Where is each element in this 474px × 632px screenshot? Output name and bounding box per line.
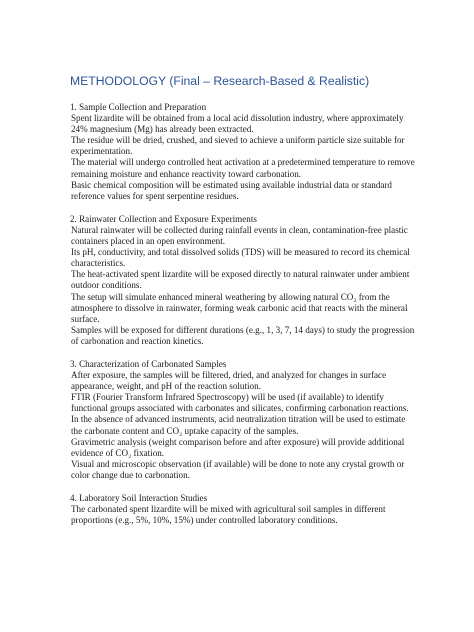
document-title: METHODOLOGY (Final – Research-Based & Realistic) [70, 74, 370, 88]
section-heading: 4. Laboratory Soil Interaction Studies [70, 493, 208, 503]
paragraph: Gravimetric analysis (weight comparison before and after exposure) will provide additional evidence of CO₂ fixation. [71, 436, 405, 458]
paragraph: The heat-activated spent lizardite will be exposed directly to natural rainwater under ambient outdoor conditions. [71, 269, 410, 291]
paragraph: FTIR (Fourier Transform Infrared Spectroscopy) will be used (if available) to identify functional groups associated with carbonates and silicates, confirming carbonation reactions. [71, 392, 409, 414]
paragraph: Basic chemical composition will be estimated using available industrial data or standard reference values for spent serpentine residues. [71, 179, 392, 201]
section-heading: 1. Sample Collection and Preparation [70, 102, 207, 112]
paragraph: Spent lizardite will be obtained from a local acid dissolution industry, where approximately 24% magnesium (Mg) has already been extracted. [71, 113, 404, 135]
section-rainwater-exposure [70, 214, 416, 347]
paragraph: Natural rainwater will be collected during rainfall events in clean, contamination-free plastic containers placed in an open environment. [71, 224, 408, 247]
paragraph: After exposure, the samples will be filtered, dried, and analyzed for changes in surface appearance, weight, and pH of the reaction solution. [71, 370, 387, 392]
section-soil-interaction [70, 493, 416, 526]
paragraph: The carbonated spent lizardite will be mixed with agricultural soil samples in different proportions (e.g., 5%, 10%, 15%) under controlled laboratory conditions. [71, 504, 386, 526]
section-sample-collection [70, 102, 416, 202]
paragraph: In the absence of advanced instruments, acid neutralization titration will be used to estimate the carbonate content and CO₂ uptake capacity of the samples. [71, 414, 406, 436]
section-characterization [70, 359, 416, 481]
paragraph: Samples will be exposed for different durations (e.g., 1, 3, 7, 14 days) to study the progression of carbonation and reaction kinetics. [71, 324, 415, 346]
paragraph: The setup will simulate enhanced mineral weathering by allowing natural CO₂ from the atmosphere to dissolve in rainwater, forming weak carbonic acid that reacts with the mineral surface. [71, 291, 408, 324]
paragraph: Its pH, conductivity, and total dissolved solids (TDS) will be measured to record its chemical characteristics. [71, 247, 410, 269]
paragraph: The material will undergo controlled heat activation at a predetermined temperature to remove remaining moisture and enhance reactivity toward carbonation. [71, 157, 415, 179]
section-heading: 2. Rainwater Collection and Exposure Experiments [70, 213, 257, 224]
section-heading: 3. Characterization of Carbonated Samples [70, 358, 227, 369]
paragraph: Visual and microscopic observation (if available) will be done to note any crystal growth or color change due to carbonation. [71, 458, 405, 480]
paragraph: The residue will be dried, crushed, and sieved to achieve a uniform particle size suitable for experimentation. [71, 135, 405, 157]
